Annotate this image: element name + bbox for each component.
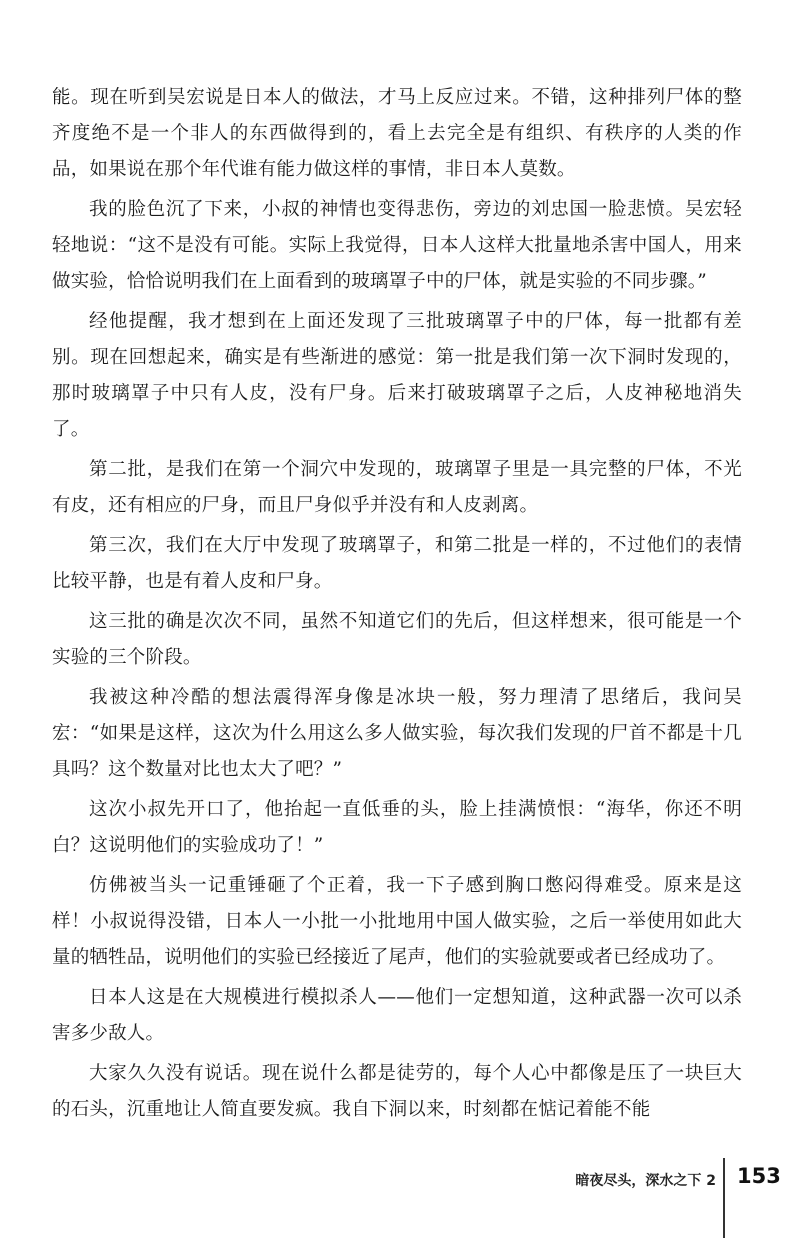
- paragraph-2: 我的脸色沉了下来，小叔的神情也变得悲伤，旁边的刘忠国一脸悲愤。吴宏轻轻地说：“这不是没有可能。实际上我觉得，日本人这样大批量地杀害中国人，用来做实验，恰恰说明我们在上面看到的玻璃罩子中的尸体，就是实验的不同步骤。”: [52, 199, 742, 292]
- paragraph-4: 第二批，是我们在第一个洞穴中发现的，玻璃罩子里是一具完整的尸体，不光有皮，还有相应的尸身，而且尸身似乎并没有和人皮剥离。: [52, 459, 742, 516]
- paragraph-1: 能。现在听到吴宏说是日本人的做法，才马上反应过来。不错，这种排列尸体的整齐度绝不是一个非人的东西做得到的，看上去完全是有组织、有秩序的人类的作品，如果说在那个年代谁有能力做这样的事情，非日本人莫数。: [52, 87, 742, 180]
- paragraph-6: 这三批的确是次次不同，虽然不知道它们的先后，但这样想来，很可能是一个实验的三个阶段。: [52, 611, 742, 668]
- paragraph-5: 第三次，我们在大厅中发现了玻璃罩子，和第二批是一样的，不过他们的表情比较平静，也是有着人皮和尸身。: [52, 535, 742, 592]
- footer-divider: [723, 1158, 725, 1238]
- paragraph-3: 经他提醒，我才想到在上面还发现了三批玻璃罩子中的尸体，每一批都有差别。现在回想起来，确实是有些渐进的感觉：第一批是我们第一次下洞时发现的，那时玻璃罩子中只有人皮，没有尸身。后来打破玻璃罩子之后，人皮神秘地消失了。: [52, 311, 742, 440]
- running-head: 暗夜尽头，深水之下 2: [575, 1173, 716, 1189]
- page-number: 153: [737, 1164, 781, 1188]
- paragraph-7: 我被这种冷酷的想法震得浑身像是冰块一般，努力理清了思绪后，我问吴宏：“如果是这样，这次为什么用这么多人做实验，每次我们发现的尸首不都是十几具吗？这个数量对比也太大了吧？”: [52, 687, 742, 780]
- page-footer: [0, 1150, 800, 1238]
- paragraph-9: 仿佛被当头一记重锤砸了个正着，我一下子感到胸口憋闷得难受。原来是这样！小叔说得没错，日本人一小批一小批地用中国人做实验，之后一举使用如此大量的牺牲品，说明他们的实验已经接近了尾声，他们的实验就要或者已经成功了。: [52, 875, 742, 968]
- paragraph-8: 这次小叔先开口了，他抬起一直低垂的头，脸上挂满愤恨：“海华，你还不明白？这说明他们的实验成功了！”: [52, 799, 742, 856]
- page-body: [52, 80, 742, 1132]
- paragraph-10: 日本人这是在大规模进行模拟杀人——他们一定想知道，这种武器一次可以杀害多少敌人。: [52, 987, 742, 1044]
- paragraph-11: 大家久久没有说话。现在说什么都是徒劳的，每个人心中都像是压了一块巨大的石头，沉重地让人简直要发疯。我自下洞以来，时刻都在惦记着能不能: [52, 1063, 742, 1120]
